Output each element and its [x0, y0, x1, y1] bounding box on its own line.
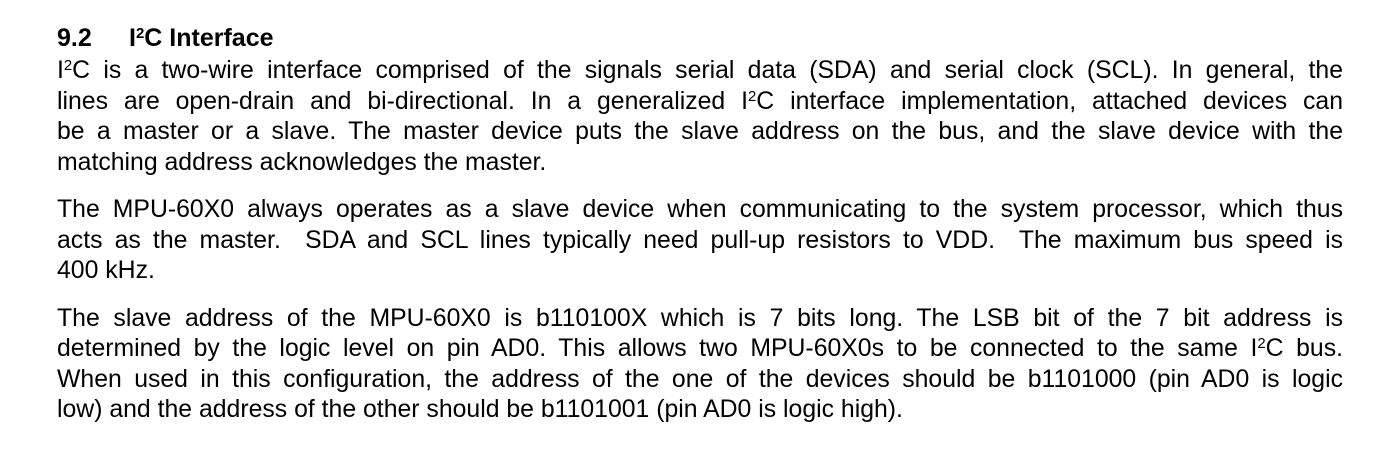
- document-page: [57, 20, 1343, 443]
- text-line: lines are open-drain and bi-directional. In a generalized $I^2C$ interface implementation, attached devices can: [57, 87, 1343, 115]
- section-title: $I^2C$ Interface: [129, 24, 274, 52]
- paragraph-i2c-overview: [57, 56, 1343, 178]
- text-line: When used in this configuration, the address of the one of the devices should be b1101000 (pin AD0 is logic: [57, 365, 1343, 393]
- section-number: 9.2: [57, 24, 92, 52]
- text-line: determined by the logic level on pin AD0. This allows two MPU-60X0s to be connected to the same $I^2C$ bus.: [57, 335, 1343, 362]
- text-line: The slave address of the MPU-60X0 is b110100X which is 7 bits long. The LSB bit of the 7 bit address is: [57, 304, 1343, 332]
- text-line: low) and the address of the other should be b1101001 (pin AD0 is logic high).: [57, 396, 903, 423]
- text-line: be a master or a slave. The master device puts the slave address on the bus, and the slave device with the: [57, 118, 1343, 145]
- text-line: acts as the master. SDA and SCL lines typically need pull-up resistors to VDD. The maximum bus speed is: [57, 226, 1343, 254]
- text-line: matching address acknowledges the master.: [57, 148, 547, 176]
- section-heading: [57, 20, 1343, 56]
- paragraph-slave-address: [57, 304, 1343, 426]
- text-line: 400 kHz.: [57, 257, 155, 284]
- paragraph-slave-operation: [57, 195, 1343, 287]
- text-line: $I^2C$ is a two-wire interface comprised of the signals serial data (SDA) and serial clock (SCL). In general, the: [57, 57, 1343, 84]
- text-line: The MPU-60X0 always operates as a slave device when communicating to the system processor, which thus: [57, 196, 1343, 223]
